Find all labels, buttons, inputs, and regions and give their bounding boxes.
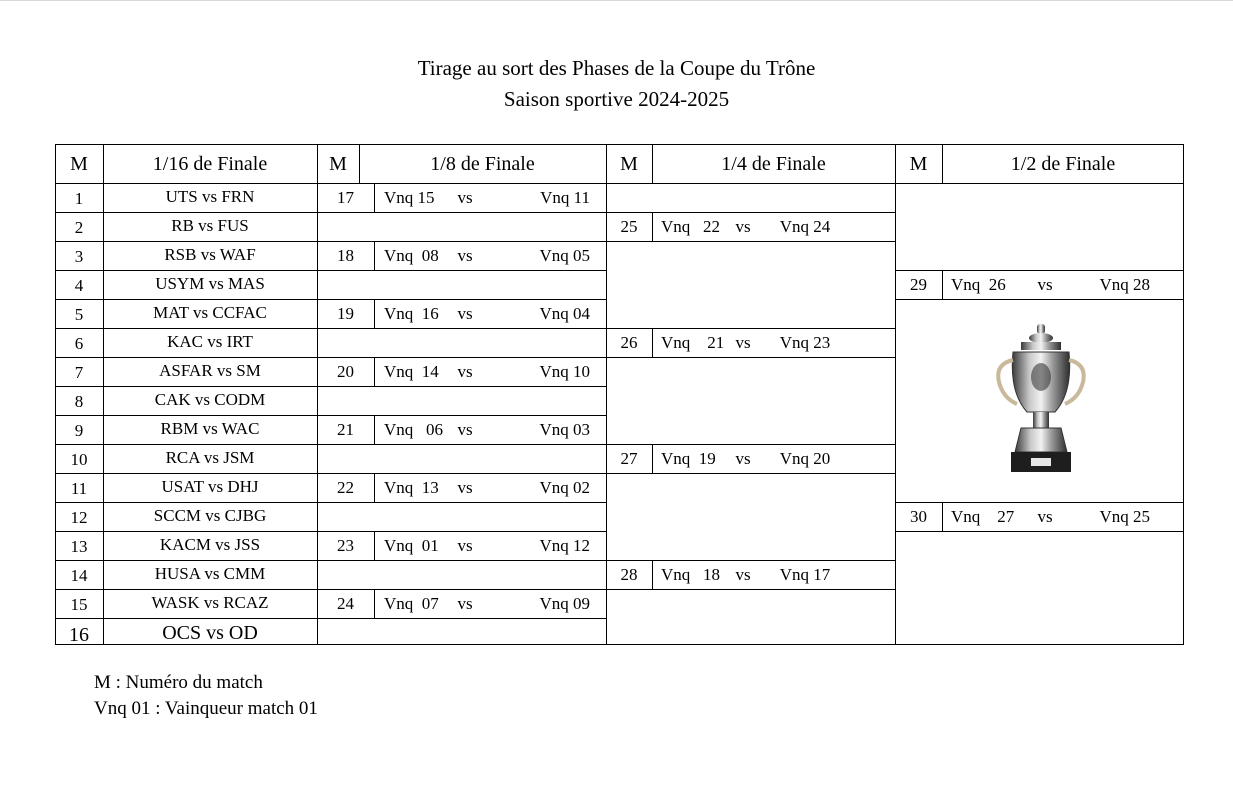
round-of-32-match: RBM vs WAC [160,419,260,438]
winner-right: Vnq 20 [779,449,831,468]
row-divider [317,241,606,242]
row-divider [317,386,606,387]
winner-left: Vnq 21 [661,333,725,352]
row-divider [606,560,895,561]
cell-divider [652,444,653,473]
round-of-32-match: CAK vs CODM [154,390,266,409]
row-divider [606,473,895,474]
page-title: Tirage au sort des Phases de la Coupe du Trône [417,56,816,80]
match-number: 16 [69,624,89,646]
column-header-m: M [909,153,928,175]
match-number: 26 [620,333,638,352]
cell-divider [942,502,943,531]
row-divider [895,299,1184,300]
row-divider [317,357,606,358]
row-divider [317,531,606,532]
vs-label: vs [457,478,473,497]
column-header-semi-finals: 1/2 de Finale [1010,153,1116,175]
round-of-32-match: HUSA vs CMM [154,564,266,583]
match-number: 14 [70,566,88,585]
vs-label: vs [1037,507,1053,526]
winner-left: Vnq 26 [951,275,1006,294]
round-of-32-match: USYM vs MAS [155,274,265,293]
row-divider [317,444,606,445]
row-divider [317,212,606,213]
winner-left: Vnq 18 [661,565,721,584]
column-header-round-of-16: 1/8 de Finale [430,153,535,175]
winner-right: Vnq 11 [540,188,590,207]
row-divider [55,415,317,416]
winner-right: Vnq 25 [1099,507,1150,526]
winner-left: Vnq 13 [384,478,439,497]
match-number: 8 [74,392,84,411]
column-header-round-of-32: 1/16 de Finale [152,153,268,175]
row-divider [606,444,895,445]
row-divider [895,502,1184,503]
row-divider [317,299,606,300]
vs-label: vs [735,565,751,584]
row-divider [606,357,895,358]
winner-right: Vnq 10 [539,362,590,381]
winner-left: Vnq 06 [384,420,444,439]
winner-right: Vnq 03 [539,420,590,439]
match-number: 3 [74,247,84,266]
row-divider [55,444,317,445]
row-divider [55,531,317,532]
row-divider [55,270,317,271]
row-divider [55,589,317,590]
winner-right: Vnq 04 [539,304,590,323]
winner-left: Vnq 22 [661,217,721,236]
row-divider [895,531,1184,532]
cell-divider [374,589,375,618]
winner-right: Vnq 24 [779,217,831,236]
vs-label: vs [1037,275,1053,294]
row-divider [317,270,606,271]
round-of-32-match: ASFAR vs SM [159,361,261,380]
match-number: 10 [70,450,88,469]
vs-label: vs [457,420,473,439]
row-divider [317,328,606,329]
column-divider [895,144,896,645]
match-number: 11 [70,479,88,498]
round-of-32-match: KACM vs JSS [159,535,261,554]
cell-divider [374,241,375,270]
match-number: 1 [74,189,84,208]
row-divider [606,212,895,213]
round-of-32-match: WASK vs RCAZ [151,593,269,612]
cell-divider [374,357,375,386]
vs-label: vs [735,449,751,468]
row-divider [317,502,606,503]
match-number: 22 [337,478,354,497]
match-number: 17 [337,188,354,207]
column-header-quarter-finals: 1/4 de Finale [721,153,826,175]
cell-divider [374,299,375,328]
column-header-m: M [620,153,638,175]
cell-divider [374,531,375,560]
match-number: 7 [74,363,84,382]
row-divider [55,386,317,387]
row-divider [317,560,606,561]
row-divider [317,589,606,590]
row-divider [55,328,317,329]
row-divider [606,241,895,242]
match-number: 13 [70,537,88,556]
vs-label: vs [457,304,473,323]
winner-right: Vnq 17 [779,565,831,584]
match-number: 30 [910,507,927,526]
row-divider [317,183,606,184]
row-divider [55,473,317,474]
match-number: 6 [74,334,84,353]
winner-left: Vnq 07 [384,594,439,613]
match-number: 12 [70,508,88,527]
row-divider [55,618,317,619]
winner-right: Vnq 12 [539,536,590,555]
winner-left: Vnq 01 [384,536,439,555]
match-number: 23 [337,536,354,555]
cell-divider [374,473,375,502]
match-number: 20 [337,362,354,381]
winner-right: Vnq 05 [539,246,590,265]
match-number: 28 [620,565,638,584]
match-number: 29 [910,275,927,294]
match-number: 24 [337,594,354,613]
match-number: 25 [620,217,638,236]
vs-label: vs [457,246,473,265]
winner-left: Vnq 14 [384,362,439,381]
match-number: 9 [74,421,84,440]
row-divider [55,299,317,300]
cell-divider [374,183,375,212]
row-divider [895,270,1184,271]
match-number: 19 [337,304,354,323]
round-of-32-match: UTS vs FRN [165,187,255,206]
round-of-32-match: MAT vs CCFAC [153,303,267,322]
cell-divider [652,560,653,589]
winner-right: Vnq 28 [1099,275,1150,294]
vs-label: vs [735,217,751,236]
row-divider [317,473,606,474]
cell-divider [374,415,375,444]
row-divider [55,241,317,242]
cell-divider [652,328,653,357]
row-divider [55,357,317,358]
winner-left: Vnq 08 [384,246,439,265]
winner-right: Vnq 09 [539,594,590,613]
row-divider [317,618,606,619]
vs-label: vs [457,536,473,555]
legend-match-number: M : Numéro du match [94,672,263,693]
row-divider [55,560,317,561]
round-of-32-match: SCCM vs CJBG [153,506,267,525]
round-of-32-match: OCS vs OD [162,622,258,644]
winner-right: Vnq 02 [539,478,590,497]
row-divider [606,589,895,590]
trophy-icon [991,322,1091,476]
match-number: 18 [337,246,354,265]
round-of-32-match: USAT vs DHJ [161,477,259,496]
row-divider [606,328,895,329]
column-header-m: M [70,153,88,175]
match-number: 15 [70,595,88,614]
round-of-32-match: KAC vs IRT [167,332,253,351]
page-subtitle: Saison sportive 2024-2025 [503,87,730,111]
round-of-32-match: RCA vs JSM [165,448,255,467]
winner-right: Vnq 23 [779,333,831,352]
match-number: 27 [620,449,638,468]
match-number: 5 [74,305,84,324]
winner-left: Vnq 15 [384,188,435,207]
column-divider [317,144,318,645]
match-number: 21 [337,420,354,439]
top-border-line [0,0,1233,1]
cell-divider [652,212,653,241]
vs-label: vs [457,594,473,613]
cell-divider [942,270,943,299]
winner-left: Vnq 27 [951,507,1015,526]
vs-label: vs [735,333,751,352]
winner-left: Vnq 16 [384,304,439,323]
match-number: 4 [74,276,84,295]
round-of-32-match: RB vs FUS [171,216,249,235]
legend-winner: Vnq 01 : Vainqueur match 01 [94,698,318,719]
winner-left: Vnq 19 [661,449,716,468]
row-divider [55,502,317,503]
row-divider [317,415,606,416]
header-divider [55,183,1184,184]
vs-label: vs [457,188,473,207]
column-header-m: M [329,153,347,175]
row-divider [55,212,317,213]
vs-label: vs [457,362,473,381]
round-of-32-match: RSB vs WAF [164,245,256,264]
match-number: 2 [74,218,84,237]
